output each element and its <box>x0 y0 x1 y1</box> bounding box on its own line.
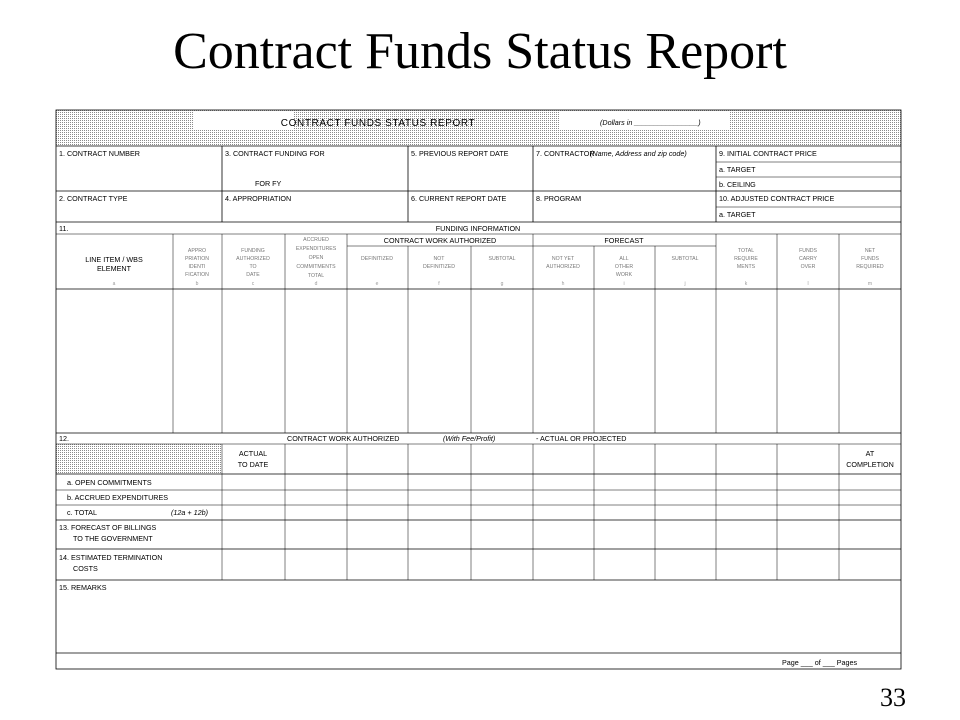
appropriation-label: 4. APPROPRIATION <box>225 194 292 203</box>
col-net-funds-2: FUNDS <box>861 256 879 262</box>
col-accrued-4: COMMITMENTS <box>296 264 336 270</box>
accrued-expenditures-label: b. ACCRUED EXPENDITURES <box>67 493 169 502</box>
section12-number: 12. <box>59 434 69 443</box>
col-accrued-3: OPEN <box>308 255 324 261</box>
col-not-def-2: DEFINITIZED <box>423 264 455 270</box>
col-letter-c: c <box>251 281 255 287</box>
remarks-label: 15. REMARKS <box>59 583 107 592</box>
contractor-label: 7. CONTRACTOR <box>536 149 595 158</box>
previous-report-date-label: 5. PREVIOUS REPORT DATE <box>411 149 509 158</box>
contract-funding-label: 3. CONTRACT FUNDING FOR <box>225 149 325 158</box>
form-grid <box>56 146 901 653</box>
section12-shading <box>56 444 222 474</box>
col-approp-2: PRIATION <box>184 256 210 262</box>
col-accrued-1: ACCRUED <box>303 237 329 243</box>
column-letters <box>113 281 872 287</box>
col-letter-d: d <box>314 281 318 287</box>
initial-target-label: a. TARGET <box>719 165 756 174</box>
col-net-funds-3: REQUIRED <box>856 264 884 270</box>
col-total-req-2: REQUIRE <box>734 256 758 262</box>
col-approp-1: APPRO <box>187 248 207 254</box>
contract-type-label: 2. CONTRACT TYPE <box>59 194 128 203</box>
col-all-other-1: ALL <box>619 256 629 262</box>
ceiling-label: b. CEILING <box>719 180 756 189</box>
contract-work-authorized-label: CONTRACT WORK AUTHORIZED <box>383 236 497 245</box>
actual-to-date-1: ACTUAL <box>238 449 268 458</box>
forecast-billings-label: 13. FORECAST OF BILLINGS <box>59 523 157 532</box>
col-net-funds-1: NET <box>864 248 876 254</box>
col-approp-4: FICATION <box>185 272 209 278</box>
at-completion-1: AT <box>865 449 875 458</box>
for-fy-label: FOR FY <box>255 179 282 188</box>
col-letter-h: h <box>561 281 565 287</box>
col-accrued-2: EXPENDITURES <box>295 246 337 252</box>
slide-title: Contract Funds Status Report <box>173 23 787 80</box>
forecast-billings-label-2: TO THE GOVERNMENT <box>73 534 153 543</box>
col-definitized: DEFINITIZED <box>361 256 393 262</box>
contract-number-label: 1. CONTRACT NUMBER <box>59 149 140 158</box>
col-funding-4: DATE <box>246 272 260 278</box>
contractor-note: (Name, Address and zip code) <box>590 149 687 158</box>
col-letter-b: b <box>195 281 199 287</box>
col-funding-3: TO <box>249 264 257 270</box>
col-letter-i: i <box>623 281 625 287</box>
actual-or-projected-label: - ACTUAL OR PROJECTED <box>536 434 627 443</box>
c-total-label: c. TOTAL <box>67 508 97 517</box>
page-of-label: Page ___ of ___ Pages <box>782 658 858 667</box>
forecast-label: FORECAST <box>604 236 644 245</box>
element-label: ELEMENT <box>97 264 131 273</box>
col-letter-l: l <box>807 281 809 287</box>
col-not-yet-2: AUTHORIZED <box>546 264 580 270</box>
col-funds-carry-1: FUNDS <box>799 248 817 254</box>
col-letter-f: f <box>438 281 440 287</box>
form-heading: CONTRACT FUNDS STATUS REPORT <box>280 118 476 129</box>
col-not-def-1: NOT <box>433 256 445 262</box>
open-commitments-label: a. OPEN COMMITMENTS <box>67 478 152 487</box>
col-letter-e: e <box>375 281 379 287</box>
col-not-yet-1: NOT YET <box>551 256 575 262</box>
header-shading <box>56 110 901 146</box>
col-letter-g: g <box>500 281 504 287</box>
col-letter-m: m <box>867 281 873 287</box>
col-accrued-5: TOTAL <box>307 273 325 279</box>
col-total-req-3: MENTS <box>736 264 756 270</box>
with-fee-note: (With Fee/Profit) <box>443 434 496 443</box>
program-label: 8. PROGRAM <box>536 194 582 203</box>
col-letter-j: j <box>684 281 686 287</box>
col-funding-1: FUNDING <box>241 248 265 254</box>
col-approp-3: IDENTI <box>188 264 206 270</box>
section11-number: 11. <box>59 224 69 233</box>
adjusted-contract-price-label: 10. ADJUSTED CONTRACT PRICE <box>719 194 835 203</box>
adjusted-target-label: a. TARGET <box>719 210 756 219</box>
col-subtotal-j: SUBTOTAL <box>671 256 699 262</box>
section12-cwa-label: CONTRACT WORK AUTHORIZED <box>287 434 400 443</box>
col-all-other-2: OTHER <box>614 264 634 270</box>
col-letter-a: a <box>112 281 116 287</box>
col-funds-carry-2: CARRY <box>798 256 818 262</box>
col-letter-k: k <box>744 281 748 287</box>
col-funding-2: AUTHORIZED <box>236 256 270 262</box>
c-total-formula: (12a + 12b) <box>171 508 208 517</box>
col-total-req-1: TOTAL <box>737 248 755 254</box>
col-funds-carry-3: OVER <box>800 264 816 270</box>
dollars-in-label: (Dollars in ________________) <box>600 118 701 127</box>
actual-to-date-2: TO DATE <box>237 460 269 469</box>
column-headers <box>185 237 884 279</box>
termination-costs-label-2: COSTS <box>73 564 98 573</box>
funding-information-label: FUNDING INFORMATION <box>435 224 521 233</box>
line-item-label: LINE ITEM / WBS <box>85 255 143 264</box>
slide-page-number: 33 <box>880 683 906 712</box>
termination-costs-label: 14. ESTIMATED TERMINATION <box>59 553 163 562</box>
at-completion-2: COMPLETION <box>846 460 894 469</box>
col-all-other-3: WORK <box>615 272 633 278</box>
col-subtotal-g: SUBTOTAL <box>488 256 516 262</box>
initial-contract-price-label: 9. INITIAL CONTRACT PRICE <box>719 149 817 158</box>
current-report-date-label: 6. CURRENT REPORT DATE <box>411 194 507 203</box>
